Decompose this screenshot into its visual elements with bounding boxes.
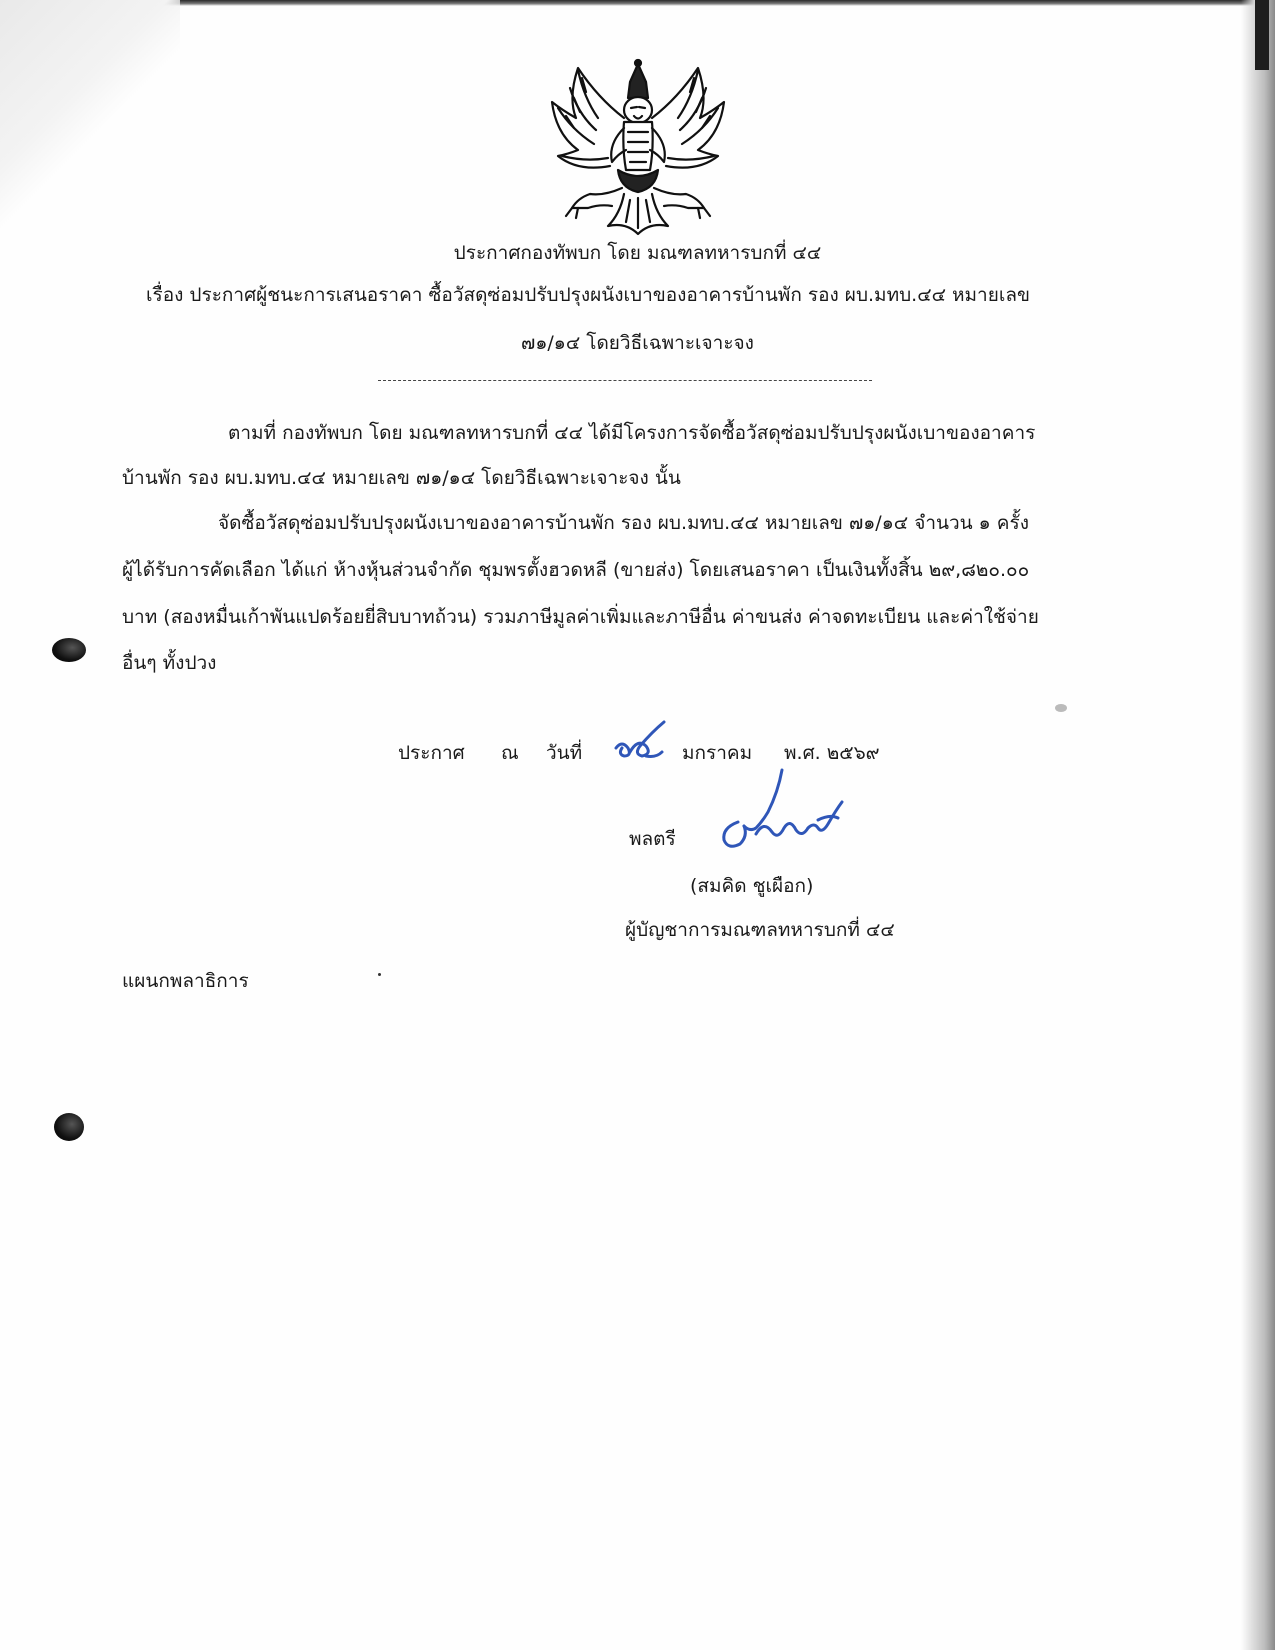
paragraph-1-line-1: ตามที่ กองทัพบก โดย มณฑลทหารบกที่ ๔๔ ได้มีโครงการจัดซื้อวัสดุซ่อมปรับปรุงผนังเบาของอาคาร bbox=[228, 422, 1036, 444]
paragraph-2-line-4: อื่นๆ ทั้งปวง bbox=[122, 652, 217, 674]
punch-hole-top bbox=[52, 638, 86, 662]
punch-hole-bottom bbox=[54, 1113, 84, 1141]
announcement-label: ประกาศ bbox=[398, 742, 465, 764]
scan-top-edge bbox=[0, 0, 1275, 6]
paragraph-2-line-3: บาท (สองหมื่นเก้าพันแปดร้อยยี่สิบบาทถ้วน) รวมภาษีมูลค่าเพิ่มและภาษีอื่น ค่าขนส่ง ค่าจดทะเบียน และค่าใช้จ่าย bbox=[122, 606, 1039, 628]
announcement-at: ณ bbox=[501, 742, 519, 764]
signer-position: ผู้บัญชาการมณฑลทหารบกที่ ๔๔ bbox=[625, 919, 895, 941]
paragraph-1-line-2: บ้านพัก รอง ผบ.มทบ.๔๔ หมายเลข ๗๑/๑๔ โดยวิธีเฉพาะเจาะจง นั้น bbox=[122, 467, 681, 489]
document-title: ประกาศกองทัพบก โดย มณฑลทหารบกที่ ๔๔ bbox=[453, 242, 822, 264]
signer-name: (สมคิด ชูเผือก) bbox=[690, 875, 814, 897]
dashed-divider bbox=[378, 380, 872, 381]
paragraph-2-line-1: จัดซื้อวัสดุซ่อมปรับปรุงผนังเบาของอาคารบ้านพัก รอง ผบ.มทบ.๔๔ หมายเลข ๗๑/๑๔ จำนวน ๑ ครั้ง bbox=[218, 512, 1029, 534]
announcement-year: พ.ศ. ๒๕๖๙ bbox=[784, 742, 880, 764]
folded-corner bbox=[0, 0, 180, 240]
handwritten-day-number bbox=[612, 718, 672, 768]
announcement-month: มกราคม bbox=[682, 742, 753, 764]
issuing-office: แผนกพลาธิการ bbox=[122, 970, 249, 992]
scan-speck bbox=[378, 973, 381, 976]
handwritten-signature bbox=[718, 762, 850, 854]
paragraph-2-line-2: ผู้ได้รับการคัดเลือก ได้แก่ ห้างหุ้นส่วนจำกัด ชุมพรตั้งฮวดหลี (ขายส่ง) โดยเสนอราคา เป็นเงินทั้งสิ้น ๒๙,๘๒๐.๐๐ bbox=[122, 559, 1030, 581]
scan-speck bbox=[1055, 704, 1067, 712]
signer-rank: พลตรี bbox=[629, 828, 676, 850]
garuda-emblem-icon bbox=[538, 58, 738, 236]
document-subject: เรื่อง ประกาศผู้ชนะการเสนอราคา ซื้อวัสดุซ่อมปรับปรุงผนังเบาของอาคารบ้านพัก รอง ผบ.มทบ.๔๔ หมายเลข bbox=[146, 284, 1030, 306]
document-subject-continued: ๗๑/๑๔ โดยวิธีเฉพาะเจาะจง bbox=[521, 332, 754, 354]
announcement-day-label: วันที่ bbox=[546, 742, 583, 764]
scan-right-edge-shadow bbox=[1255, 0, 1269, 70]
